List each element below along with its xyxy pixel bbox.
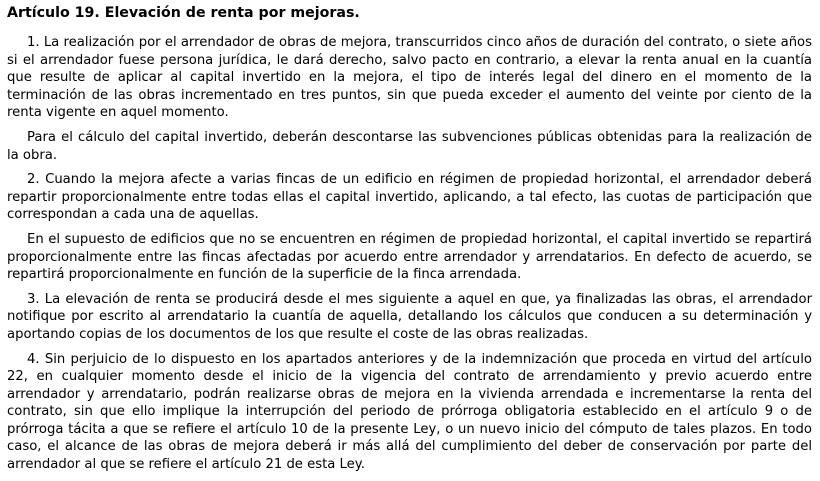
- article-title: Artículo 19. Elevación de renta por mejoras.: [7, 5, 360, 21]
- paragraph-2: 2. Cuando la mejora afecte a varias fincas de un edificio en régimen de propiedad horizontal, el arrendador deberá repartir proporcionalmente entre todas ellas el capital invertido, aplicando, a tal efecto, las cuotas de participación que correspondan a cada una de aquellas.: [7, 172, 812, 223]
- paragraph-4: 4. Sin perjuicio de lo dispuesto en los apartados anteriores y de la indemnización que proceda en virtud del artículo 22, en cualquier momento desde el inicio de la vigencia del contrato de arrendamiento y previo acuerdo entre arrendador y arrendatario, podrán realizarse obras de mejora en la vivienda arrendada e incrementarse la renta del contrato, sin que ello implique la interrupción del periodo de prórroga obligatoria establecido en el artículo 9 o de prórroga tácita a que se refiere el artículo 10 de la presente Ley, o un nuevo inicio del cómputo de tales plazos. En todo caso, el alcance de las obras de mejora deberá ir más allá del cumplimiento del deber de conservación por parte del arrendador al que se refiere el artículo 21 de esta Ley.: [7, 351, 812, 473]
- paragraph-1: 1. La realización por el arrendador de obras de mejora, transcurridos cinco años de duración del contrato, o siete años si el arrendador fuese persona jurídica, le dará derecho, salvo pacto en contrario, a elevar la renta anual en la cuantía que resulte de aplicar al capital invertido en la mejora, el tipo de interés legal del dinero en el momento de la terminación de las obras incrementado en tres puntos, sin que pueda exceder el aumento del veinte por ciento de la renta vigente en aquel momento.: [7, 35, 812, 121]
- paragraph-3: 3. La elevación de renta se producirá desde el mes siguiente a aquel en que, ya finalizadas las obras, el arrendador notifique por escrito al arrendatario la cuantía de aquella, detallando los cálculos que conducen a su determinación y aportando copias de los documentos de los que resulte el coste de las obras realizadas.: [7, 291, 812, 342]
- paragraph-2-no-horizontal: En el supuesto de edificios que no se encuentren en régimen de propiedad horizontal, el capital invertido se repartirá proporcionalmente entre las fincas afectadas por acuerdo entre arrendador y arrendatarios. En defecto de acuerdo, se repartirá proporcionalmente en función de la superficie de la finca arrendada.: [7, 231, 812, 283]
- paragraph-1-capital: Para el cálculo del capital invertido, deberán descontarse las subvenciones públicas obtenidas para la realización de la obra.: [7, 129, 812, 163]
